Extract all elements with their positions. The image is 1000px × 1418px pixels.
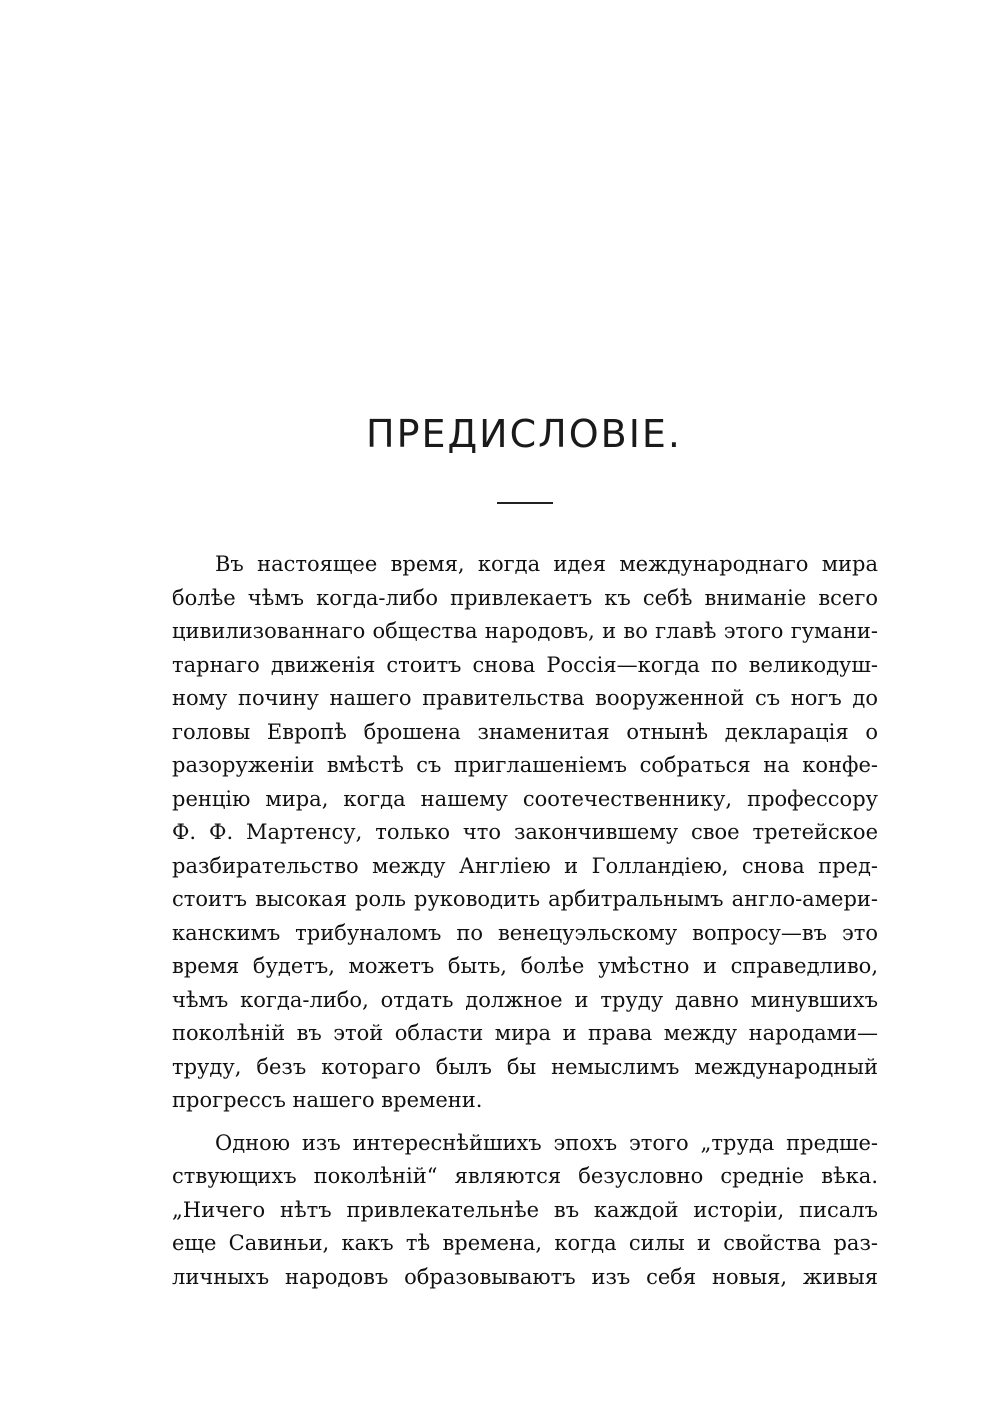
text-line: прогрессъ нашего времени.: [172, 1088, 483, 1112]
text-line: время будетъ, можетъ быть, болѣе умѣстно и справедливо,: [172, 954, 878, 978]
text-line: головы Европѣ брошена знаменитая отнынѣ декларація о: [172, 719, 878, 744]
text-line: Въ настоящее время, когда идея международнаго мира: [215, 552, 878, 576]
body-text: [172, 548, 878, 1294]
text-line: Ф. Ф. Мартенсу, только что закончившему свое третейское: [172, 820, 878, 844]
paragraph-1: [172, 548, 878, 1118]
text-line: стоитъ высокая роль руководить арбитральнымъ англо-амери-: [172, 887, 878, 911]
text-line: личныхъ народовъ образовываютъ изъ себя новыя, живыя: [172, 1264, 878, 1289]
text-line: канскимъ трибуналомъ по венецуэльскому вопросу—въ это: [172, 920, 878, 945]
text-line: чѣмъ когда-либо, отдать должное и труду давно минувшихъ: [172, 987, 878, 1012]
text-line: ренцію мира, когда нашему соотечественнику, профессору: [172, 786, 878, 811]
text-line: ствующихъ поколѣній“ являются безусловно средніе вѣка.: [172, 1164, 878, 1188]
text-line: труду, безъ котораго былъ бы немыслимъ международный: [172, 1054, 878, 1079]
text-line: тарнаго движенія стоитъ снова Россія—когда по великодуш-: [172, 652, 878, 677]
title-divider: [497, 502, 553, 504]
text-line: ному почину нашего правительства вооруженной съ ногъ до: [172, 686, 878, 710]
text-line: цивилизованнаго общества народовъ, и во главѣ этого гумани-: [172, 619, 878, 643]
text-line: еще Савиньи, какъ тѣ времена, когда силы и свойства раз-: [172, 1231, 878, 1255]
text-line: болѣе чѣмъ когда-либо привлекаетъ къ себѣ вниманіе всего: [172, 585, 878, 610]
text-line: Одною изъ интереснѣйшихъ эпохъ этого „труда предше-: [215, 1130, 878, 1155]
text-line: разоруженіи вмѣстѣ съ приглашеніемъ собраться на конфе-: [172, 753, 878, 777]
paragraph-2: [172, 1127, 878, 1295]
page-title: ПРЕДИСЛОВІЕ.: [366, 412, 682, 456]
text-line: разбирательство между Англіею и Голландіею, снова пред-: [172, 853, 878, 878]
text-line: поколѣній въ этой области мира и права между народами—: [172, 1021, 878, 1045]
text-line: „Ничего нѣтъ привлекательнѣе въ каждой исторіи, писалъ: [172, 1197, 878, 1222]
